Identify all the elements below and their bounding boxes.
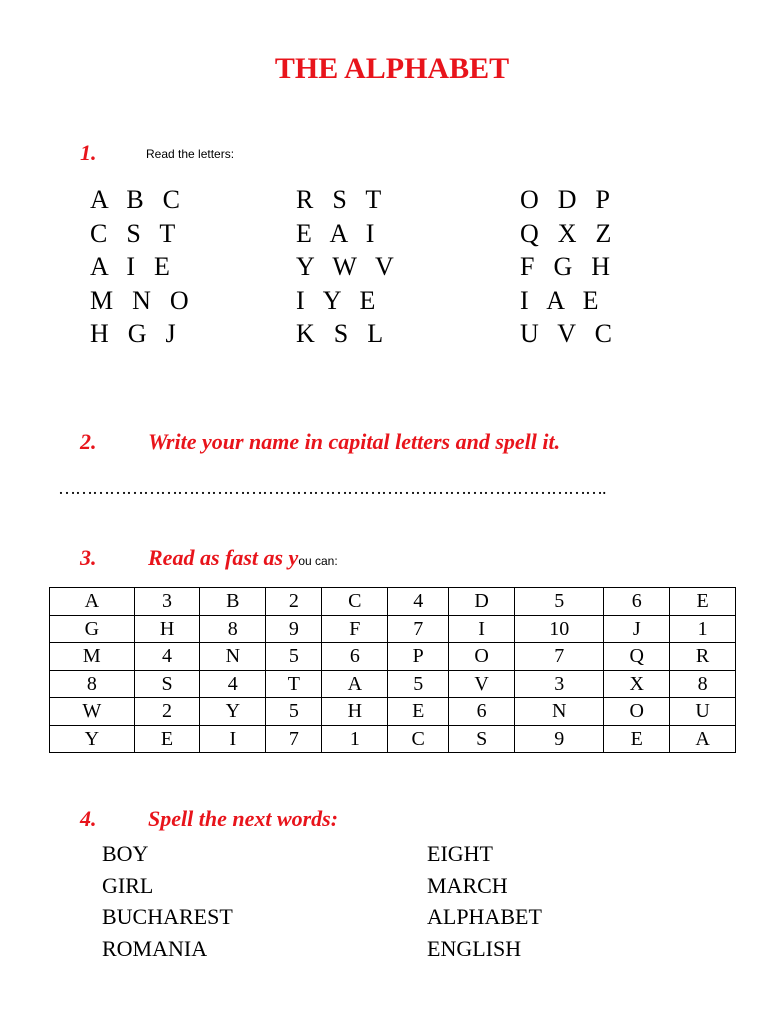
- grid-cell: T: [266, 670, 322, 698]
- spelling-word: BUCHAREST: [102, 904, 233, 929]
- grid-cell: 6: [604, 588, 670, 616]
- grid-row: [50, 698, 736, 726]
- grid-cell: G: [50, 615, 135, 643]
- section-3-instruction: [148, 545, 338, 571]
- grid-cell: 9: [266, 615, 322, 643]
- letters-row: C S T: [90, 218, 178, 248]
- page-title: THE ALPHABET: [274, 52, 510, 85]
- grid-cell: A: [50, 588, 135, 616]
- grid-cell: 3: [515, 670, 604, 698]
- grid-cell: E: [134, 725, 200, 753]
- grid-cell: I: [200, 725, 266, 753]
- grid-cell: Q: [604, 643, 670, 671]
- grid-cell: E: [388, 698, 449, 726]
- grid-cell: N: [200, 643, 266, 671]
- grid-cell: 6: [322, 643, 388, 671]
- grid-cell: 10: [515, 615, 604, 643]
- grid-cell: F: [322, 615, 388, 643]
- grid-cell: Y: [50, 725, 135, 753]
- grid-cell: V: [449, 670, 515, 698]
- grid-cell: 2: [134, 698, 200, 726]
- letters-row: R S T: [296, 185, 384, 214]
- grid-cell: 1: [670, 615, 736, 643]
- words-column-2: [427, 838, 542, 964]
- grid-row: [50, 725, 736, 753]
- grid-cell: B: [200, 588, 266, 616]
- spelling-word: GIRL: [102, 872, 154, 898]
- letters-row: I Y E: [296, 285, 378, 315]
- words-column-1: [102, 838, 233, 964]
- letters-row: O D P: [520, 185, 613, 214]
- letter-number-grid: [49, 587, 736, 753]
- letters-row: M N O: [90, 285, 191, 315]
- grid-cell: H: [322, 698, 388, 726]
- grid-row: [50, 615, 736, 643]
- name-answer-line[interactable]: …………………………………………………………………………………….: [58, 478, 606, 498]
- grid-cell: O: [449, 643, 515, 671]
- grid-cell: X: [604, 670, 670, 698]
- grid-row: [50, 670, 736, 698]
- section-3-number: 3.: [80, 545, 97, 570]
- letters-row: U V C: [520, 319, 614, 348]
- letters-column-1: [90, 183, 191, 351]
- grid-cell: 7: [266, 725, 322, 753]
- grid-cell: W: [50, 698, 135, 726]
- grid-cell: 3: [134, 588, 200, 616]
- grid-row: [50, 643, 736, 671]
- letters-row: A B C: [90, 185, 183, 214]
- grid-cell: 8: [50, 670, 135, 698]
- letters-row: K S L: [296, 319, 386, 348]
- grid-cell: N: [515, 698, 604, 726]
- grid-cell: 5: [266, 698, 322, 726]
- grid-cell: 5: [515, 588, 604, 616]
- spelling-word: MARCH: [427, 872, 508, 898]
- grid-cell: O: [604, 698, 670, 726]
- letters-row: H G J: [90, 319, 178, 348]
- grid-cell: A: [322, 670, 388, 698]
- grid-cell: I: [449, 615, 515, 643]
- grid-row: [50, 588, 736, 616]
- grid-cell: 5: [388, 670, 449, 698]
- grid-cell: 9: [515, 725, 604, 753]
- spelling-word: ROMANIA: [102, 935, 208, 961]
- spelling-word: BOY: [102, 841, 149, 866]
- grid-cell: S: [134, 670, 200, 698]
- grid-cell: 4: [200, 670, 266, 698]
- grid-cell: H: [134, 615, 200, 643]
- grid-cell: E: [604, 725, 670, 753]
- grid-cell: 8: [670, 670, 736, 698]
- section-1-instruction: Read the letters:: [146, 147, 235, 161]
- grid-cell: 5: [266, 643, 322, 671]
- grid-cell: C: [322, 588, 388, 616]
- grid-cell: R: [670, 643, 736, 671]
- grid-cell: 4: [388, 588, 449, 616]
- spelling-word: EIGHT: [427, 841, 493, 866]
- letters-column-2: [296, 183, 396, 351]
- section-3-instruction-tail: ou can:: [298, 554, 338, 568]
- grid-cell: 4: [134, 643, 200, 671]
- letters-row: Q X Z: [520, 218, 614, 248]
- grid-cell: E: [670, 588, 736, 616]
- grid-cell: U: [670, 698, 736, 726]
- grid-cell: D: [449, 588, 515, 616]
- grid-cell: 6: [449, 698, 515, 726]
- letters-row: E A I: [296, 218, 377, 248]
- section-2-number: 2.: [80, 429, 97, 454]
- section-4-number: 4.: [80, 806, 97, 831]
- grid-cell: 7: [388, 615, 449, 643]
- letters-row: I A E: [520, 285, 601, 315]
- section-4-instruction: Spell the next words:: [148, 806, 339, 831]
- grid-cell: 7: [515, 643, 604, 671]
- grid-cell: C: [388, 725, 449, 753]
- grid-cell: Y: [200, 698, 266, 726]
- grid-cell: A: [670, 725, 736, 753]
- letters-row: A I E: [90, 252, 172, 281]
- section-3-instruction-main: Read as fast as y: [148, 545, 299, 570]
- section-2-instruction: Write your name in capital letters and spell it.: [148, 429, 561, 454]
- grid-cell: M: [50, 643, 135, 671]
- grid-cell: S: [449, 725, 515, 753]
- grid-cell: P: [388, 643, 449, 671]
- letters-row: F G H: [520, 252, 613, 281]
- grid-cell: J: [604, 615, 670, 643]
- grid-cell: 8: [200, 615, 266, 643]
- letters-column-3: [520, 183, 614, 351]
- spelling-word: ENGLISH: [427, 935, 522, 961]
- spelling-word: ALPHABET: [427, 904, 542, 929]
- section-1-number: 1.: [80, 140, 97, 165]
- letters-row: Y W V: [296, 252, 396, 281]
- grid-cell: 1: [322, 725, 388, 753]
- grid-cell: 2: [266, 588, 322, 616]
